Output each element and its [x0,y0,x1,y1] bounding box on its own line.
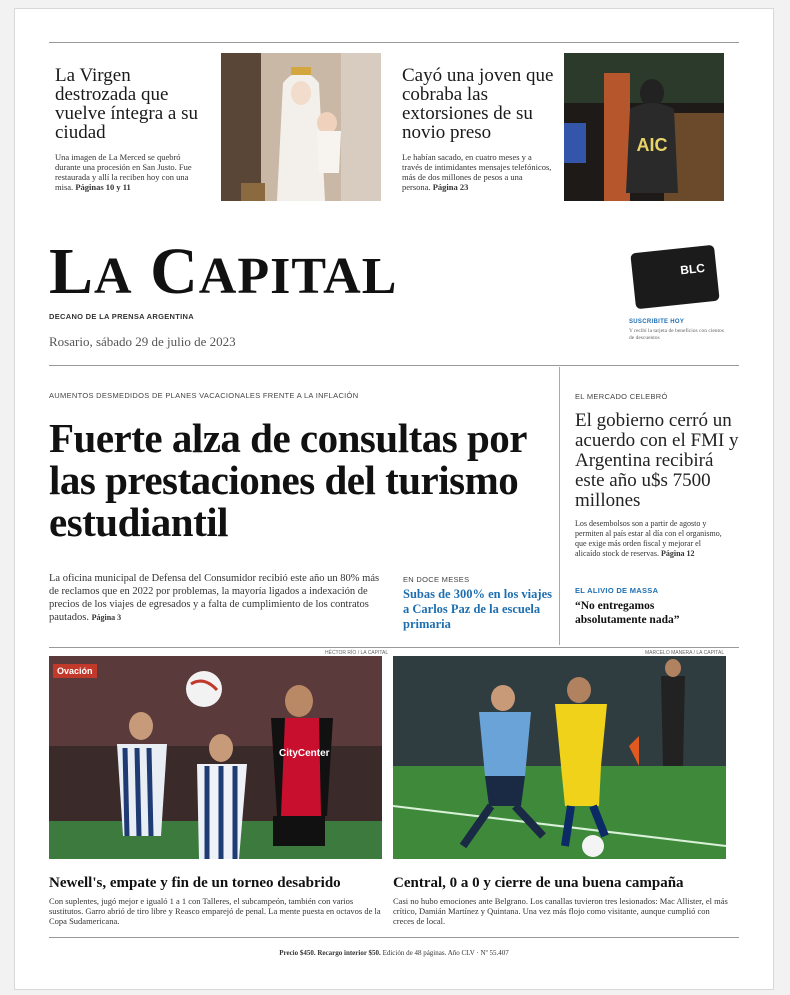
side-headline: El gobierno cerró un acuerdo con el FMI y Argentina recibirá este año u$s 7500 millones [575,410,739,511]
vest-text: AIC [636,135,668,155]
footer [15,949,773,957]
photo-credit: MARCELO MANERA / LA CAPITAL [645,650,725,656]
masthead-title: LA CAPITAL [49,235,398,308]
footer-price: Precio $450. Recargo interior $50. [279,949,381,957]
shirt-text: CityCenter [279,748,330,759]
promo-link[interactable]: SUSCRIBITE HOY [629,319,685,325]
section-rule [49,365,739,366]
column-divider [559,367,560,645]
side-body: Los desembolsos son a partir de agosto y permiten al país estar al día con el organismo, que exige más orden fiscal y mejorar el alicaído stock de reservas. Página 12 [575,519,722,558]
teaser-title: Cayó una joven que cobraba las extorsiones de su novio preso [402,65,554,143]
newells-title: Newell's, empate y fin de un torneo desabrido [49,875,341,891]
footer-rule [49,937,739,938]
masthead-date: Rosario, sábado 29 de julio de 2023 [49,334,236,349]
promo-card[interactable] [629,241,721,311]
central-body: Casi no hubo emociones ante Belgrano. Los canallas tuvieron tres lesionados: Mac Allister, el más crítico, Damián Martínez y Quintana. Una vez más flojo como visitante, aunque cumplió con creces de local. [393,896,728,926]
newells-photo [49,656,382,859]
teaser-body: Una imagen de La Merced se quebró durante una procesión en San Justo. Fue restaurada y allí la reciben hoy con una misa. Páginas 10 y 11 [55,152,192,192]
masthead-tagline: DECANO DE LA PRENSA ARGENTINA [49,312,194,321]
sub-headline: Subas de 300% en los viajes a Carlos Paz de la escuela primaria [403,587,552,631]
side-quote: “No entregamos absolutamente nada” [575,600,680,626]
teaser-body: Le habían sacado, en cuatro meses y a través de intimidantes mensajes telefónicos, más de dos millones de pesos a una persona. Página 23 [402,152,552,192]
side-kicker2: EL ALIVIO DE MASSA [575,586,659,595]
photo-credit: HÉCTOR RÍO / LA CAPITAL [325,650,389,656]
sub-kicker: EN DOCE MESES [403,575,470,584]
main-kicker: AUMENTOS DESMEDIDOS DE PLANES VACACIONALES FRENTE A LA INFLACIÓN [49,391,359,400]
ovacion-label: Ovación [53,664,97,678]
main-body: La oficina municipal de Defensa del Consumidor recibió este año un 80% más de reclamos que en 2022 por problemas, la mayoría ligados a indexación de precios de los viajes de egresados y a falta de cumplimiento de los contratos pautados. Página 3 [49,573,380,623]
top-rule [49,42,739,43]
promo-card-text: BLC [679,260,706,278]
central-title: Central, 0 a 0 y cierre de una buena campaña [393,875,684,891]
footer-edition: Edición de 48 páginas. Año CLV · Nº 55.407 [382,949,509,957]
sports-rule [49,647,739,648]
promo-desc: Y recibí la tarjeta de beneficios con cientos de descuentos [629,328,724,341]
police-photo [564,53,724,201]
virgin-photo [221,53,381,201]
central-photo [393,656,726,859]
newspaper-page [14,8,774,990]
main-headline: Fuerte alza de consultas por las prestaciones del turismo estudiantil [49,415,527,545]
newells-body: Con suplentes, jugó mejor e igualó 1 a 1 con Talleres, el subcampeón, también con varios sustitutos. Garro abrió de tiro libre y Reasco emparejó de penal. La mente puesta en octavos de la Copa Sudamericana. [49,896,381,926]
teaser-title: La Virgen destrozada que vuelve íntegra a su ciudad [55,65,198,143]
side-kicker: EL MERCADO CELEBRÓ [575,392,668,401]
